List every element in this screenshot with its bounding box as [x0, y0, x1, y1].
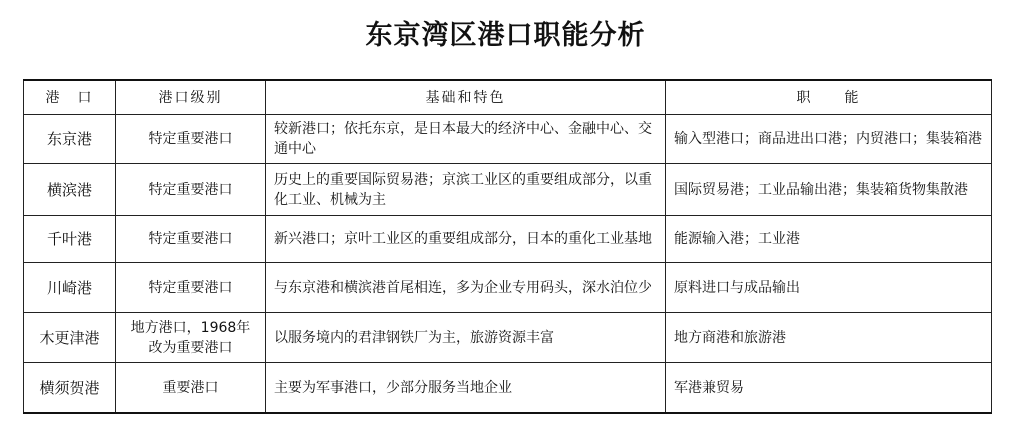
port-function-cell: 能源输入港；工业港	[666, 216, 992, 263]
table-row	[24, 164, 992, 216]
table-header-row	[24, 80, 992, 115]
port-name-cell: 川崎港	[24, 263, 116, 313]
port-function-cell: 军港兼贸易	[666, 363, 992, 414]
port-level-cell: 特定重要港口	[116, 164, 266, 216]
port-feature-cell: 较新港口；依托东京，是日本最大的经济中心、金融中心、交通中心	[266, 115, 666, 164]
table-row	[24, 263, 992, 313]
port-function-cell: 国际贸易港；工业品输出港；集装箱货物集散港	[666, 164, 992, 216]
port-level-cell: 特定重要港口	[116, 216, 266, 263]
port-level-cell: 特定重要港口	[116, 263, 266, 313]
port-name-cell: 木更津港	[24, 313, 116, 363]
port-name-cell: 千叶港	[24, 216, 116, 263]
port-feature-cell: 历史上的重要国际贸易港；京滨工业区的重要组成部分，以重化工业、机械为主	[266, 164, 666, 216]
port-function-cell: 输入型港口；商品进出口港；内贸港口；集装箱港	[666, 115, 992, 164]
header-function: 职 能	[666, 80, 992, 115]
table-row	[24, 363, 992, 414]
header-port: 港 口	[24, 80, 116, 115]
port-feature-cell: 新兴港口；京叶工业区的重要组成部分，日本的重化工业基地	[266, 216, 666, 263]
table-row	[24, 216, 992, 263]
port-name-cell: 东京港	[24, 115, 116, 164]
port-name-cell: 横滨港	[24, 164, 116, 216]
port-level-cell: 特定重要港口	[116, 115, 266, 164]
port-feature-cell: 与东京港和横滨港首尾相连，多为企业专用码头，深水泊位少	[266, 263, 666, 313]
port-feature-cell: 主要为军事港口，少部分服务当地企业	[266, 363, 666, 414]
port-function-cell: 地方商港和旅游港	[666, 313, 992, 363]
port-level-cell: 重要港口	[116, 363, 266, 414]
header-level: 港口级别	[116, 80, 266, 115]
table-row	[24, 313, 992, 363]
port-function-table	[23, 79, 992, 414]
port-name-cell: 横须贺港	[24, 363, 116, 414]
port-feature-cell: 以服务境内的君津钢铁厂为主，旅游资源丰富	[266, 313, 666, 363]
page-title: 东京湾区港口职能分析	[365, 20, 646, 51]
header-feature: 基础和特色	[266, 80, 666, 115]
table-row	[24, 115, 992, 164]
port-level-cell: 地方港口，1968年改为重要港口	[116, 313, 266, 363]
port-function-cell: 原料进口与成品输出	[666, 263, 992, 313]
